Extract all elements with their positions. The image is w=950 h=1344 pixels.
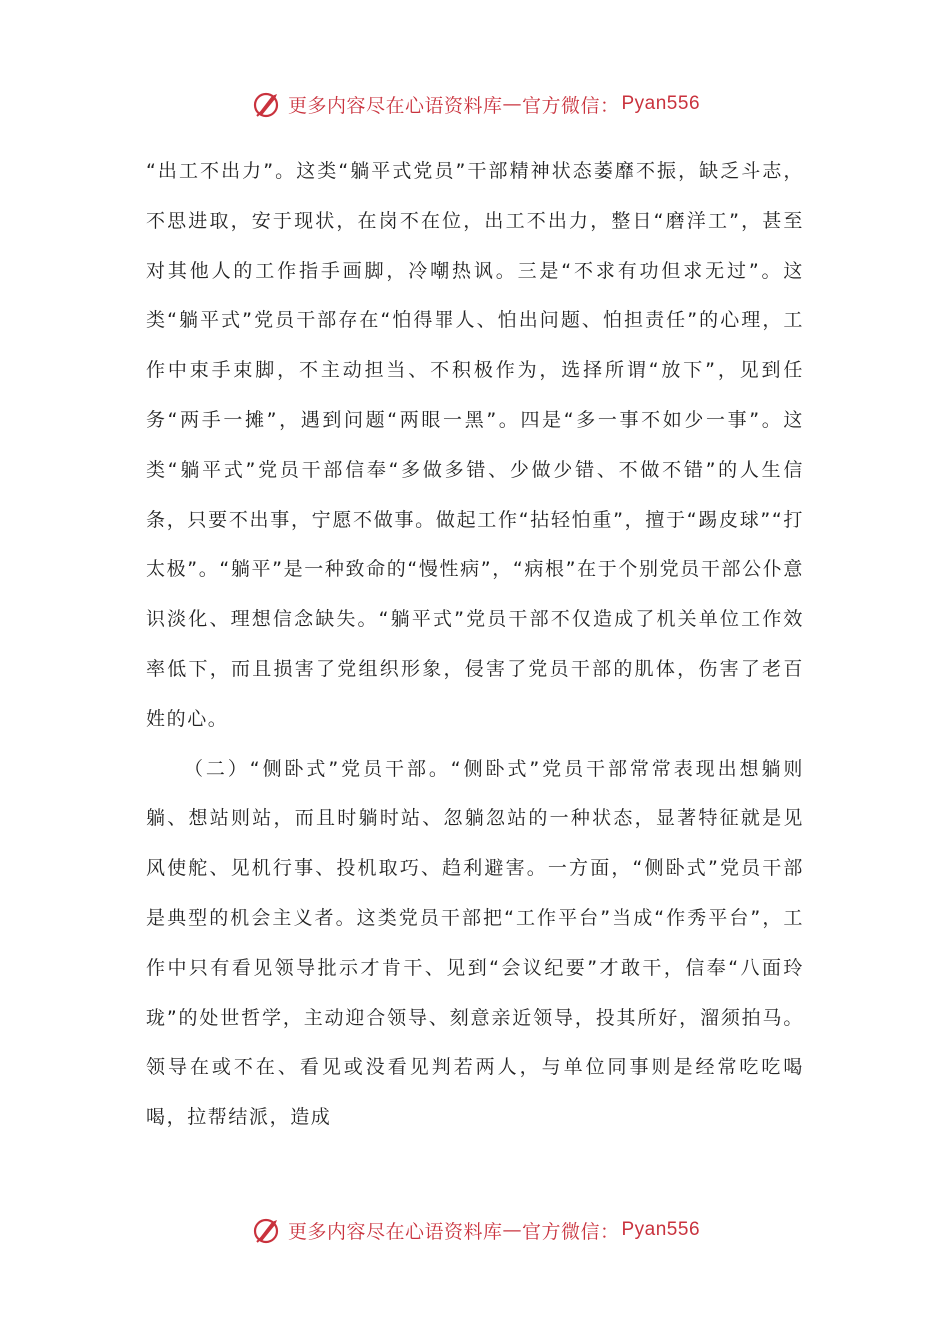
banner-wechat-id: Pyan556 <box>621 1219 701 1240</box>
banner-label: 官方微信： <box>521 94 620 117</box>
header-watermark-banner <box>0 82 950 126</box>
paragraph-2: （二）“侧卧式”党员干部。“侧卧式”党员干部常常表现出想躺则躺、想站则站，而且时躺时站、忽躺忽站的一种状态，显著特征就是见风使舵、见机行事、投机取巧、趋利避害。一方面，“侧卧式”党员干部是典型的机会主义者。这类党员干部把“工作平台”当成“作秀平台”，工作中只有看见领导批示才肯干、见到“会议纪要”才敢干，信奉“八面玲珑”的处世哲学，主动迎合领导、刻意亲近领导，投其所好，溜须拍马。领导在或不在、看见或没看见判若两人，与单位同事则是经常吃吃喝喝，拉帮结派，造成 <box>146 757 804 1129</box>
banner-text: 更多内容尽在心语资料库 <box>287 1220 503 1243</box>
banner-separator: — <box>502 93 522 115</box>
paragraph-1: “出工不出力”。这类“躺平式党员”干部精神状态萎靡不振，缺乏斗志，不思进取，安于现状，在岗不在位，出工不出力，整日“磨洋工”，甚至对其他人的工作指手画脚，冷嘲热讽。三是“不求有功但求无过”。这类“躺平式”党员干部存在“怕得罪人、怕出问题、怕担责任”的心理，工作中束手束脚，不主动担当、不积极作为，选择所谓“放下”，见到任务“两手一摊”，遇到问题“两眼一黑”。四是“多一事不如少一事”。这类“躺平式”党员干部信奉“多做多错、少做少错、不做不错”的人生信条，只要不出事，宁愿不做事。做起工作“拈轻怕重”，擅于“踢皮球”“打太极”。“躺平”是一种致命的“慢性病”，“病根”在于个别党员干部公仆意识淡化、理想信念缺失。“躺平式”党员干部不仅造成了机关单位工作效率低下，而且损害了党组织形象，侵害了党员干部的肌体，伤害了老百姓的心。 <box>146 160 804 730</box>
banner-label: 官方微信： <box>521 1220 620 1243</box>
footer-watermark-banner <box>0 1208 950 1252</box>
banner-text: 更多内容尽在心语资料库 <box>287 94 503 117</box>
document-body <box>146 147 804 1143</box>
banner-separator: — <box>502 1219 522 1241</box>
pen-nib-logo-icon <box>250 1213 284 1247</box>
banner-wechat-id: Pyan556 <box>621 93 701 114</box>
pen-nib-logo-icon <box>250 87 284 121</box>
